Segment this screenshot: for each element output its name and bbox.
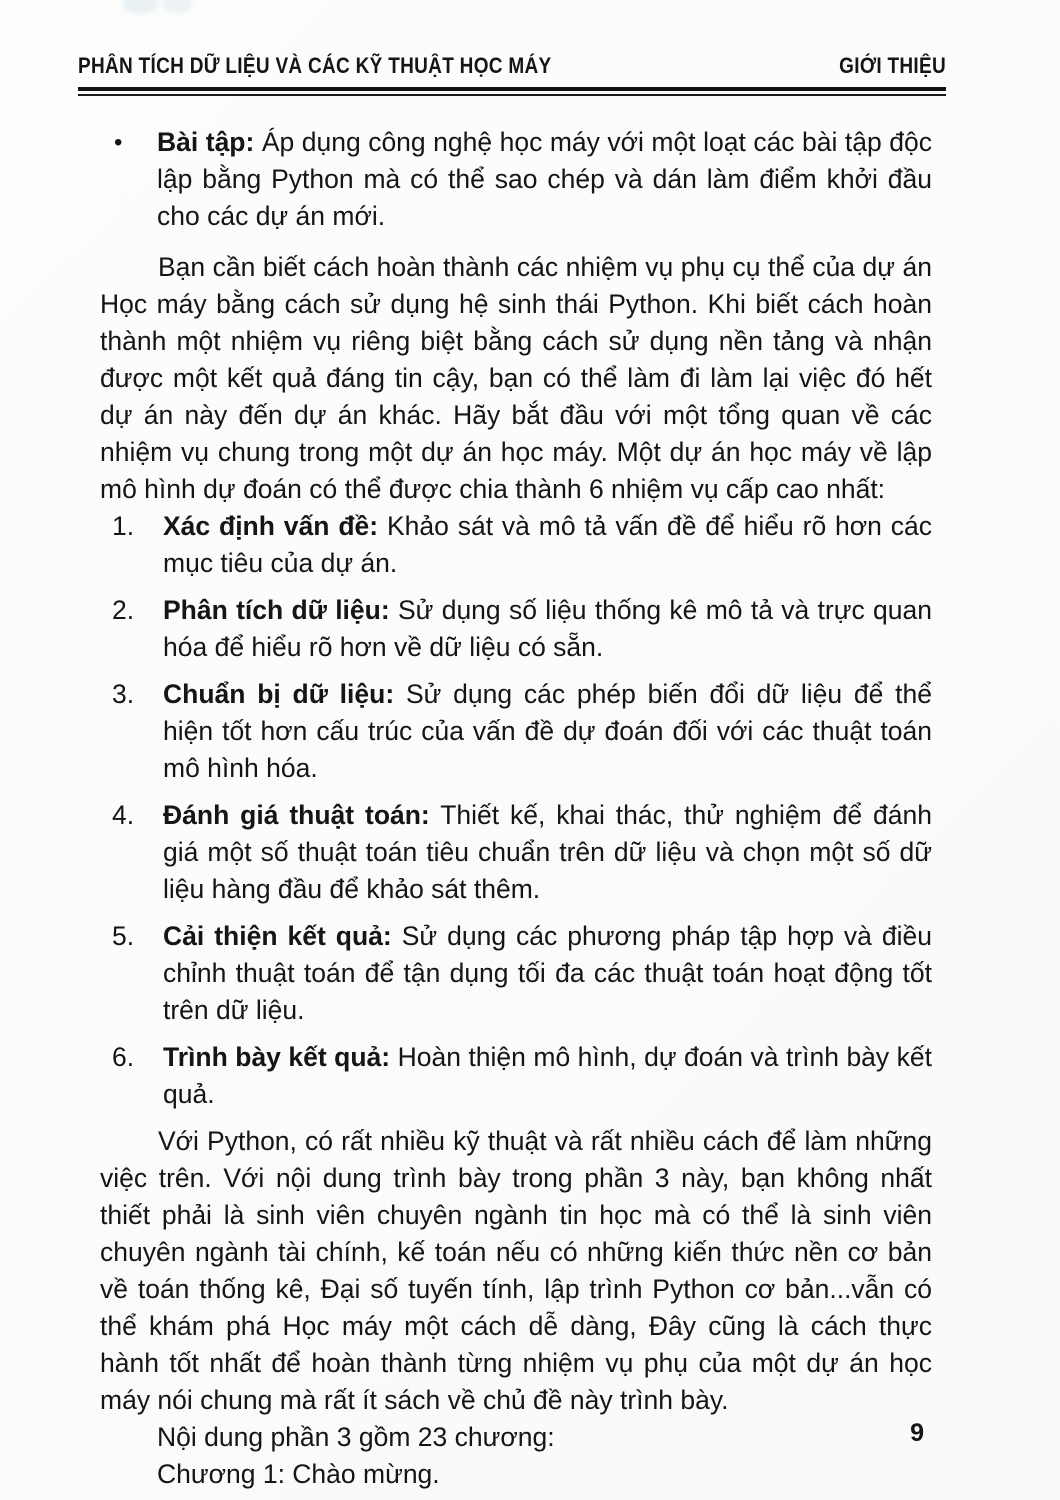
task-label: Đánh giá thuật toán: [163,800,430,830]
scan-artifact [122,0,158,14]
task-number: 2. [112,595,135,625]
task-body: Hoàn thiện mô hình, dự đoán và trình bày kết quả. [163,1042,932,1109]
task-text [163,918,932,1029]
paragraph-outro: Với Python, có rất nhiều kỹ thuật và rất nhiều cách để làm những việc trên. Với nội dung trình bày trong phần 3 này, bạn không nhất thiết phải là sinh viên chuyên ngành tin học mà có thể là sinh viên chuyên ngành tài chính, kế toán nếu có những kiến thức nền cơ bản về toán thống kê, Đại số tuyến tính, lập trình Python cơ bản...vẫn có thể khám phá Học máy một cách dễ dàng, Đây cũng là cách thực hành tốt nhất để hoàn thành từng nhiệm vụ phụ của một dự án học máy nói chung mà rất ít sách về chủ đề này trình bày. [100,1126,932,1415]
header-rule-thin [78,94,946,96]
task-body: Khảo sát và mô tả vấn đề để hiểu rõ hơn các mục tiêu của dự án. [163,511,932,578]
chapter-line: Chương 1: Chào mừng. [157,1459,440,1489]
task-body: Thiết kế, khai thác, thử nghiệm để đánh giá một số thuật toán tiêu chuẩn trên dữ liệu và chọn một số dữ liệu hàng đầu để khảo sát thêm. [163,800,932,904]
task-label: Chuẩn bị dữ liệu: [163,679,395,709]
running-header [78,54,946,96]
task-list [100,508,932,1113]
task-number: 4. [112,800,135,830]
task-number: 6. [112,1042,135,1072]
task-body: Sử dụng số liệu thống kê mô tả và trực quan hóa để hiểu rõ hơn về dữ liệu có sẵn. [163,595,932,662]
paragraph-intro: Bạn cần biết cách hoàn thành các nhiệm vụ phụ cụ thể của dự án Học máy bằng cách sử dụng hệ sinh thái Python. Khi biết cách hoàn thành một nhiệm vụ riêng biệt bằng cách sử dụng nền tảng và nhận được một kết quả đáng tin cậy, bạn có thể làm đi làm lại việc đó hết dự án này đến dự án khác. Hãy bắt đầu với một tổng quan về các nhiệm vụ chung trong một dự án học máy. Một dự án học máy về lập mô hình dự đoán có thể được chia thành 6 nhiệm vụ cấp cao nhất: [100,252,932,504]
task-list-item-4 [100,797,932,908]
task-list-item-2 [100,592,932,666]
task-number: 3. [112,679,135,709]
running-header-section: GIỚI THIỆU [839,54,946,79]
contents-line: Nội dung phần 3 gồm 23 chương: [157,1422,555,1452]
task-number: 5. [112,921,135,951]
page-number: 9 [910,1419,924,1447]
bullet-item-label: Bài tập: [157,127,255,157]
running-header-title: PHÂN TÍCH DỮ LIỆU VÀ CÁC KỸ THUẬT HỌC MÁY [78,54,552,79]
task-text [163,1039,932,1113]
task-label: Xác định vấn đề: [163,511,379,541]
task-label: Cải thiện kết quả: [163,921,392,951]
task-number: 1. [112,511,135,541]
task-text [163,797,932,908]
task-text [163,676,932,787]
bullet-item-body: Áp dụng công nghệ học máy với một loạt các bài tập độc lập bằng Python mà có thể sao chép và dán làm điểm khởi đầu cho các dự án mới. [157,127,932,231]
page-content [100,124,932,1493]
scan-artifact [162,0,192,13]
task-list-item-3 [100,676,932,787]
task-list-item-6 [100,1039,932,1113]
task-body: Sử dụng các phép biến đổi dữ liệu để thể hiện tốt hơn cấu trúc của vấn đề dự đoán đối với các thuật toán mô hình hóa. [163,679,932,783]
task-label: Phân tích dữ liệu: [163,595,390,625]
task-body: Sử dụng các phương pháp tập hợp và điều chỉnh thuật toán để tận dụng tối đa các thuật toán hoạt động tốt trên dữ liệu. [163,921,932,1025]
task-text [163,508,932,582]
task-label: Trình bày kết quả: [163,1042,391,1072]
bullet-icon: • [114,129,123,156]
header-rule-thick [78,87,946,91]
task-list-item-5 [100,918,932,1029]
task-list-item-1 [100,508,932,582]
task-text [163,592,932,666]
bullet-item-text [157,124,932,235]
bullet-item-exercises [100,124,932,235]
